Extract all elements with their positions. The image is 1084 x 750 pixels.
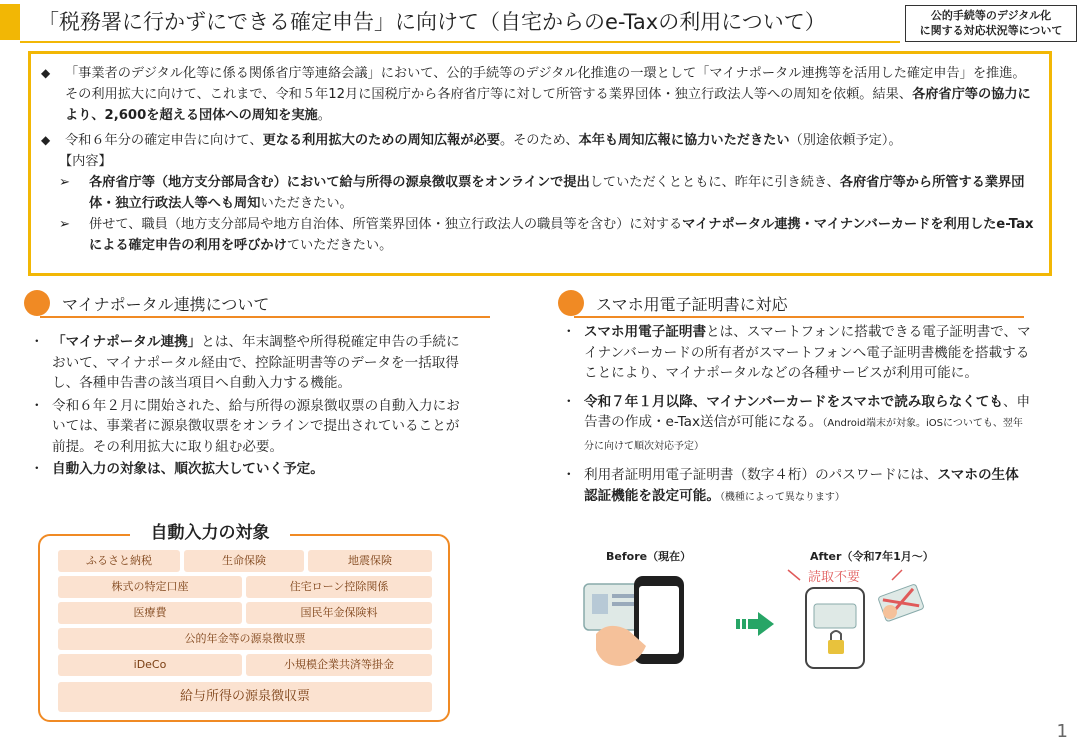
auto-input-item: 公的年金等の源泉徴収票 bbox=[58, 628, 432, 650]
contents-1-end: いただきたい。 bbox=[260, 196, 353, 211]
section-heading-myna-portal bbox=[24, 290, 494, 318]
myna-portal-list bbox=[30, 332, 462, 482]
myna-portal-term: 「マイナポータル連携」 bbox=[52, 334, 202, 350]
bullet-dot: ・ bbox=[562, 393, 576, 410]
page-title: 「税務署に行かずにできる確定申告」に向けて（自宅からのe-Taxの利用について） bbox=[38, 10, 826, 34]
contents-1-text: していただくとともに、昨年に引き続き、 bbox=[589, 175, 840, 190]
withholding-desc: 令和６年２月に開始された、給与所得の源泉徴収票の自動入力においては、事業者に源泉徴収票をオンラインで提出されていることが前提。その利用拡大に取り組む必要。 bbox=[52, 397, 460, 455]
list-item bbox=[562, 322, 1032, 384]
page-number: 1 bbox=[1056, 721, 1068, 742]
auto-input-item: 生命保険 bbox=[184, 550, 304, 572]
bullet-dot: ・ bbox=[562, 324, 576, 340]
auto-input-item: iDeCo bbox=[58, 654, 242, 676]
contents-item-1 bbox=[41, 172, 1035, 214]
myna-portal-desc: とは、年末調整や所得税確定申告の手続において、マイナポータル経由で、控除証明書等のデータを一括取得し、各種申告書の該当項目へ自動入力する機能。 bbox=[52, 334, 460, 391]
contents-2-end: ていただきたい。 bbox=[286, 238, 393, 253]
list-item bbox=[562, 392, 1032, 458]
auto-input-item: ふるさと納税 bbox=[58, 550, 180, 572]
summary-p2-bold-1: 更なる利用拡大のための周知広報が必要 bbox=[262, 133, 500, 148]
arrow-bullet-icon: ➢ bbox=[59, 175, 71, 190]
section-title: マイナポータル連携について bbox=[62, 295, 270, 314]
auto-input-item: 医療費 bbox=[58, 602, 242, 624]
summary-p1-end: 。 bbox=[317, 108, 331, 123]
contents-1-bold-2: 各府省庁等から所管する業界団体・独立行政法人等へも周知 bbox=[89, 175, 1025, 211]
summary-paragraph-2 bbox=[41, 130, 1035, 151]
auto-input-item: 小規模企業共済等掛金 bbox=[246, 654, 432, 676]
no-card-read-bold: 令和７年１月以降、マイナンバーカードをスマホで読み取らなくても bbox=[584, 393, 1003, 410]
badge-line-1: 公的手続等のデジタル化 bbox=[930, 9, 1052, 22]
list-item bbox=[30, 332, 462, 394]
model-note: （機種によって異なります） bbox=[719, 491, 845, 503]
smartphone-cert-desc: とは、スマートフォンに搭載できる電子証明書で、マイナンバーカードの所有者がスマートフォンへ電子証明書機能を搭載することにより、マイナポータルなどの各種サービスが利用可能に。 bbox=[584, 324, 1031, 381]
bullet-dot: ・ bbox=[30, 461, 44, 477]
summary-p2-mid: 。そのため、 bbox=[499, 133, 579, 148]
auto-input-title: 自動入力の対象 bbox=[130, 518, 290, 543]
arrow-bullet-icon: ➢ bbox=[59, 217, 71, 232]
password-text: 利用者証明用電子証明書（数字４桁）のパスワードには、 bbox=[584, 467, 938, 483]
contents-1-bold-1: 各府省庁等（地方支分部局含む）において給与所得の源泉徴収票をオンラインで提出 bbox=[89, 175, 590, 190]
list-item bbox=[562, 465, 1032, 508]
smartphone-cert-term: スマホ用電子証明書 bbox=[584, 324, 707, 340]
no-card-read-text: 、申告書の作成・e-Tax送信が可能になる。 bbox=[584, 393, 1031, 430]
arrow-right-icon bbox=[736, 612, 776, 636]
summary-p1-bold: 各府省庁等の協力により、2,600を超える団体への周知を実施 bbox=[65, 87, 1031, 123]
phone-after-illustration bbox=[784, 566, 924, 670]
auto-input-item: 地震保険 bbox=[308, 550, 432, 572]
orange-dot-icon bbox=[558, 290, 584, 316]
summary-p2-bold-2: 本年も周知広報に協力いただきたい bbox=[578, 133, 790, 148]
badge-line-2: に関する対応状況等について bbox=[919, 24, 1063, 37]
summary-p2-end: （別途依頼予定）。 bbox=[789, 133, 902, 148]
diamond-bullet-icon: ◆ bbox=[41, 133, 51, 147]
android-note: （Android端末が対象。iOSについても、翌年分に向けて順次対応予定） bbox=[584, 418, 1023, 452]
section-heading-smartphone-cert bbox=[558, 290, 1028, 318]
read-free-label: 読取不要 bbox=[808, 570, 861, 585]
title-accent-bar bbox=[0, 4, 20, 40]
contents-item-2 bbox=[41, 214, 1035, 256]
diamond-bullet-icon: ◆ bbox=[41, 66, 51, 80]
bullet-dot: ・ bbox=[562, 467, 576, 483]
bullet-dot: ・ bbox=[30, 397, 44, 414]
category-badge bbox=[905, 5, 1077, 42]
bullet-dot: ・ bbox=[30, 334, 44, 350]
biometric-bold: スマホの生体認証機能を設定可能。 bbox=[584, 467, 1019, 504]
title-underline bbox=[20, 41, 900, 43]
expansion-note: 自動入力の対象は、順次拡大していく予定。 bbox=[52, 461, 324, 477]
contents-label: 【内容】 bbox=[59, 154, 112, 169]
auto-input-item-highlight: 給与所得の源泉徴収票 bbox=[58, 682, 432, 712]
summary-p1-text: 「事業者のデジタル化等に係る関係省庁等連絡会議」において、公的手続等のデジタル化推進の一環として「マイナポータル連携等を活用した確定申告」を推進。その利用拡大に向けて、これまで、令和５年12月に国税庁から各府省庁等に対して所管する業界団体・独立行政法人等への周知を依頼。結果、 bbox=[65, 66, 1026, 102]
auto-input-item: 株式の特定口座 bbox=[58, 576, 242, 598]
section-underline bbox=[40, 316, 490, 318]
orange-dot-icon bbox=[24, 290, 50, 316]
list-item bbox=[30, 459, 462, 480]
smartphone-cert-list bbox=[562, 322, 1032, 510]
header bbox=[0, 0, 1084, 42]
after-label: After（令和7年1月～） bbox=[810, 550, 934, 563]
contents-2-text: 併せて、職員（地方支分部局や地方自治体、所管業界団体・独立行政法人の職員等を含む）に対する bbox=[89, 217, 683, 232]
summary-p2-text: 令和６年分の確定申告に向けて、 bbox=[65, 133, 263, 148]
summary-box bbox=[28, 51, 1052, 276]
card-scan-illustration bbox=[582, 570, 702, 670]
auto-input-item: 住宅ローン控除関係 bbox=[246, 576, 432, 598]
section-title: スマホ用電子証明書に対応 bbox=[596, 295, 788, 314]
auto-input-item: 国民年金保険料 bbox=[246, 602, 432, 624]
list-item bbox=[30, 396, 462, 458]
summary-paragraph-1 bbox=[41, 63, 1035, 126]
section-underline bbox=[574, 316, 1024, 318]
contents-2-bold: マイナポータル連携・マイナンバーカードを利用したe-Taxによる確定申告の利用を呼びかけ bbox=[89, 217, 1034, 253]
before-label: Before（現在） bbox=[606, 550, 692, 563]
